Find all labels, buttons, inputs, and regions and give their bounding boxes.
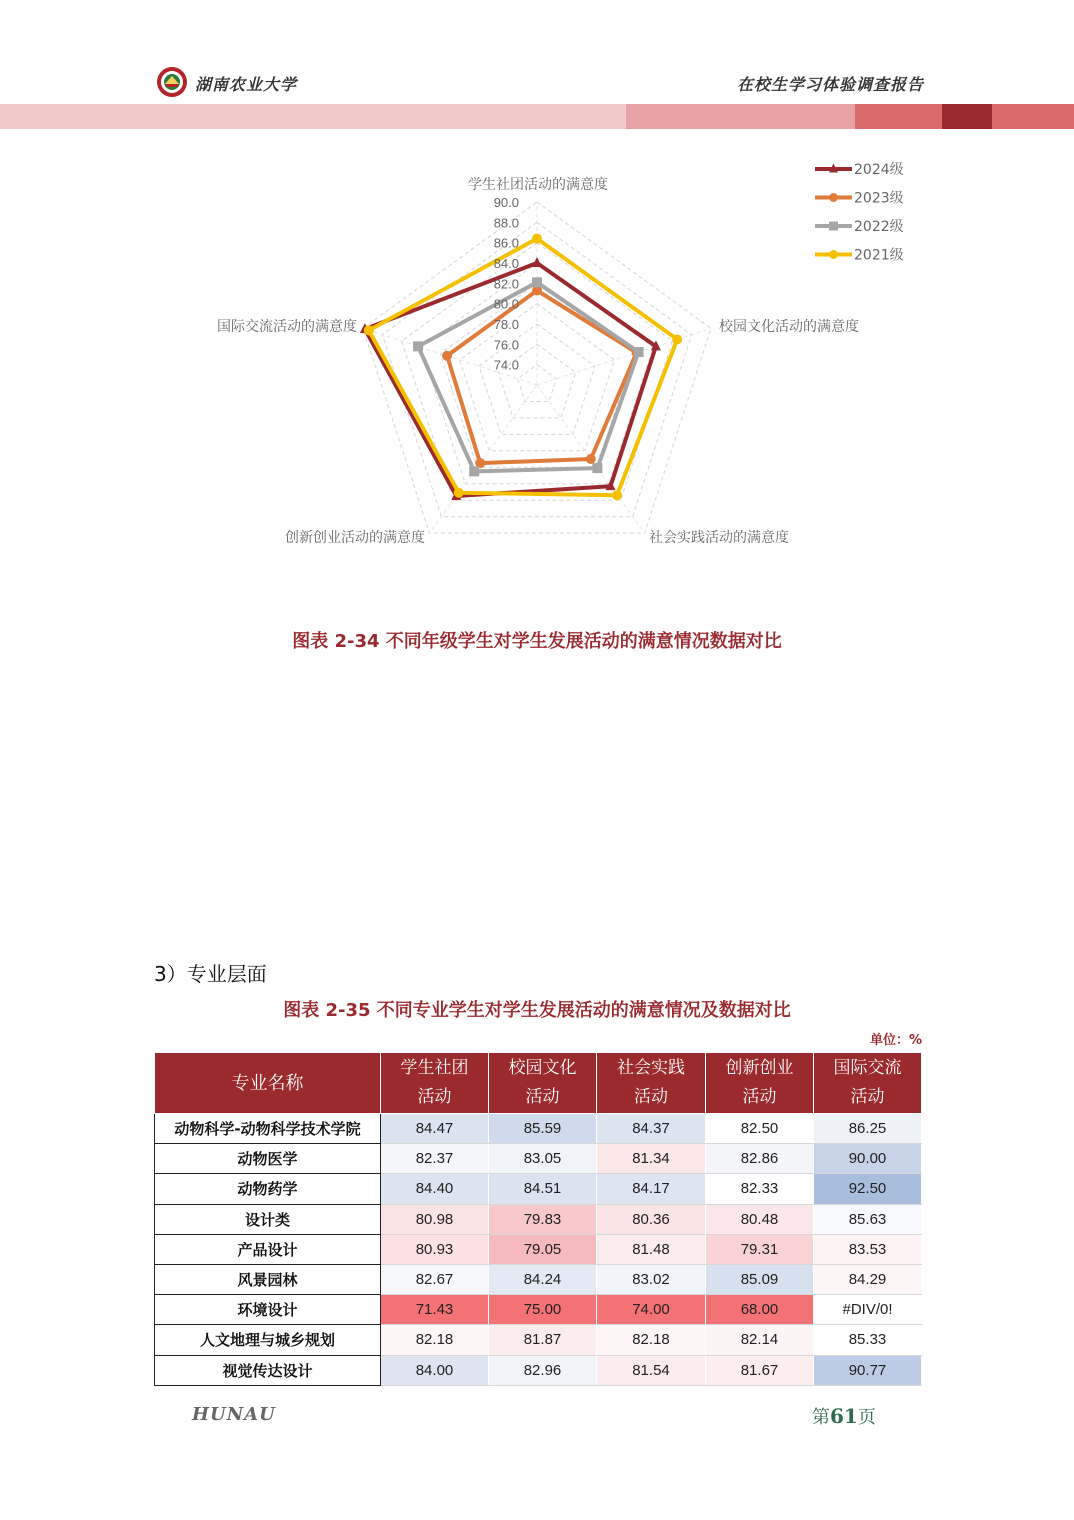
header-practice: 社会实践 活动	[597, 1053, 706, 1114]
score-cell: 84.29	[814, 1264, 922, 1294]
score-cell: 90.00	[814, 1144, 922, 1174]
major-name-cell: 动物药学	[155, 1174, 381, 1204]
axis-tick-label: 82.0	[493, 276, 519, 292]
table-row	[155, 1114, 922, 1144]
score-cell: 82.86	[706, 1144, 814, 1174]
score-cell: 85.63	[814, 1204, 922, 1234]
score-cell: 79.05	[489, 1234, 597, 1264]
score-cell: 82.96	[489, 1355, 597, 1385]
axis-label: 社会实践活动的满意度	[649, 530, 789, 546]
header-band-segment	[992, 104, 1074, 129]
figure-caption-35: 图表 2-35 不同专业学生对学生发展活动的满意情况及数据对比	[283, 1000, 791, 1021]
legend-label: 2022级	[854, 219, 904, 235]
score-cell: 84.47	[381, 1114, 489, 1144]
axis-tick-label: 80.0	[493, 296, 519, 312]
legend-label: 2023级	[854, 190, 904, 207]
axis-label: 学生社团活动的满意度	[468, 177, 608, 193]
score-cell: 71.43	[381, 1295, 489, 1325]
table-row	[155, 1325, 922, 1355]
table-row	[155, 1144, 922, 1174]
score-cell: 80.36	[597, 1204, 706, 1234]
header-innovation: 创新创业 活动	[706, 1053, 814, 1114]
data-point-marker	[592, 463, 602, 473]
data-point-marker	[442, 351, 452, 361]
major-name-cell: 环境设计	[155, 1295, 381, 1325]
major-name-cell: 视觉传达设计	[155, 1355, 381, 1385]
header-culture: 校园文化 活动	[489, 1053, 597, 1114]
score-cell: 83.53	[814, 1234, 922, 1264]
score-cell: 84.00	[381, 1355, 489, 1385]
data-point-marker	[532, 257, 542, 267]
table-row	[155, 1295, 922, 1325]
table-row	[155, 1204, 922, 1234]
score-cell: 83.05	[489, 1144, 597, 1174]
unit-label: 单位：%	[869, 1033, 922, 1048]
score-cell: 75.00	[489, 1295, 597, 1325]
data-point-marker	[532, 277, 542, 287]
data-point-marker	[829, 193, 838, 202]
score-cell: 82.18	[381, 1325, 489, 1355]
page-number: 第61页	[812, 1404, 876, 1428]
score-cell: 84.37	[597, 1114, 706, 1144]
data-point-marker	[454, 488, 464, 498]
score-cell: 83.02	[597, 1264, 706, 1294]
score-cell: 81.87	[489, 1325, 597, 1355]
axis-tick-label: 78.0	[493, 317, 519, 332]
table-row	[155, 1264, 922, 1294]
axis-label: 国际交流活动的满意度	[217, 319, 357, 335]
score-cell: 84.51	[489, 1174, 597, 1204]
figure-caption-34: 图表 2-34 不同年级学生对学生发展活动的满意情况数据对比	[292, 631, 782, 652]
data-point-marker	[672, 334, 682, 344]
header-band-segment	[855, 104, 942, 129]
score-cell: 82.33	[706, 1174, 814, 1204]
page-header	[0, 0, 1074, 130]
score-cell: 82.67	[381, 1264, 489, 1294]
axis-tick-label: 88.0	[493, 215, 519, 231]
score-cell: 84.17	[597, 1174, 706, 1204]
header-band-segment	[0, 104, 626, 129]
score-cell: 68.00	[706, 1295, 814, 1325]
radar-chart	[150, 150, 940, 570]
data-point-marker	[532, 234, 542, 244]
score-cell: 82.37	[381, 1144, 489, 1174]
report-title: 在校生学习体验调查报告	[736, 75, 924, 94]
axis-tick-label: 84.0	[493, 256, 519, 271]
score-cell: 92.50	[814, 1174, 922, 1204]
axis-label: 创新创业活动的满意度	[285, 530, 425, 546]
data-point-marker	[413, 341, 423, 351]
major-satisfaction-table	[154, 1052, 922, 1386]
score-cell: 85.09	[706, 1264, 814, 1294]
axis-tick-label: 74.0	[493, 357, 519, 373]
major-name-cell: 风景园林	[155, 1264, 381, 1294]
score-cell: 81.54	[597, 1355, 706, 1385]
section-title: 3）专业层面	[154, 962, 267, 986]
footer-logo: HUNAU	[192, 1404, 276, 1425]
axis-tick-label: 86.0	[493, 235, 519, 251]
major-name-cell: 动物医学	[155, 1144, 381, 1174]
score-cell: 85.59	[489, 1114, 597, 1144]
data-point-marker	[469, 466, 479, 476]
major-name-cell: 产品设计	[155, 1234, 381, 1264]
axis-label: 校园文化活动的满意度	[719, 319, 859, 335]
score-cell: 81.48	[597, 1234, 706, 1264]
data-point-marker	[364, 325, 374, 335]
major-name-cell: 动物科学-动物科学技术学院	[155, 1114, 381, 1144]
university-logo-icon	[156, 66, 188, 98]
data-point-marker	[634, 347, 644, 357]
radar-spoke	[537, 328, 711, 385]
data-point-marker	[586, 454, 596, 464]
university-name: 湖南农业大学	[195, 75, 298, 94]
table-row	[155, 1234, 922, 1264]
score-cell: 86.25	[814, 1114, 922, 1144]
score-cell: 90.77	[814, 1355, 922, 1385]
score-cell: 84.40	[381, 1174, 489, 1204]
data-point-marker	[829, 222, 838, 231]
score-cell: 80.93	[381, 1234, 489, 1264]
score-cell: 82.50	[706, 1114, 814, 1144]
header-club: 学生社团 活动	[381, 1053, 489, 1114]
score-cell: 84.24	[489, 1264, 597, 1294]
legend-label: 2024级	[854, 162, 904, 178]
score-cell: 80.48	[706, 1204, 814, 1234]
score-cell: 74.00	[597, 1295, 706, 1325]
major-name-cell: 人文地理与城乡规划	[155, 1325, 381, 1355]
score-cell: 82.18	[597, 1325, 706, 1355]
score-cell: 79.83	[489, 1204, 597, 1234]
score-cell: 81.67	[706, 1355, 814, 1385]
header-international: 国际交流 活动	[814, 1053, 922, 1114]
table-row	[155, 1355, 922, 1385]
axis-tick-label: 90.0	[493, 195, 519, 210]
score-cell: #DIV/0!	[814, 1295, 922, 1325]
score-cell: 81.34	[597, 1144, 706, 1174]
score-cell: 80.98	[381, 1204, 489, 1234]
score-cell: 85.33	[814, 1325, 922, 1355]
axis-tick-label: 76.0	[493, 337, 519, 353]
score-cell: 79.31	[706, 1234, 814, 1264]
score-cell: 82.14	[706, 1325, 814, 1355]
header-major-name: 专业名称	[155, 1053, 381, 1114]
header-band-segment	[626, 104, 855, 129]
major-name-cell: 设计类	[155, 1204, 381, 1234]
legend-label: 2021级	[854, 247, 904, 264]
header-band-segment	[942, 104, 992, 129]
table-row	[155, 1174, 922, 1204]
data-point-marker	[612, 490, 622, 500]
data-point-marker	[829, 250, 838, 259]
table-header-row	[155, 1053, 922, 1114]
